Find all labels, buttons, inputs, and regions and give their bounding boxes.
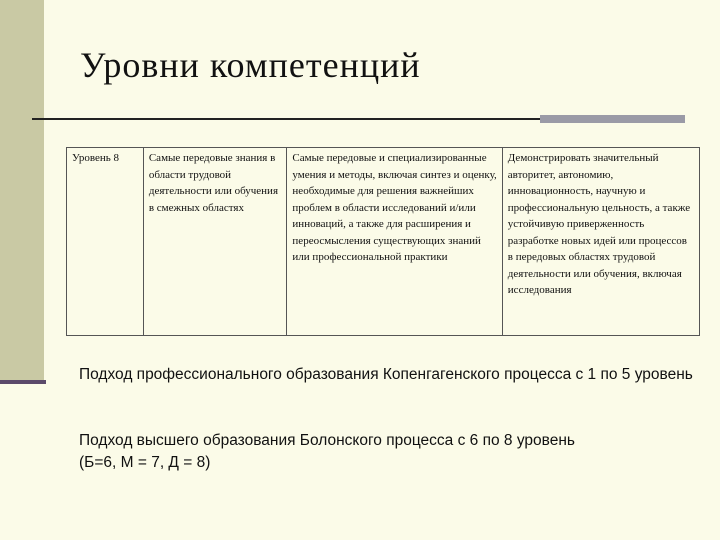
bologna-note-line1: Подход высшего образования Болонского процесса с 6 по 8 уровень bbox=[79, 432, 575, 449]
skills-cell: Самые передовые и специализированные умения и методы, включая синтез и оценку, необходимые для решения важнейших проблем в области исследований и/или инноваций, а также для расширения и переосмысления существующих знаний или профессиональной практики bbox=[287, 148, 502, 336]
title-underline bbox=[32, 118, 540, 120]
slide-title: Уровни компетенций bbox=[80, 45, 421, 85]
competence-levels-table bbox=[66, 147, 700, 336]
table-row bbox=[67, 148, 700, 336]
bologna-note-line2: (Б=6, М = 7, Д = 8) bbox=[79, 454, 211, 471]
copenhagen-note: Подход профессионального образования Копенгагенского процесса с 1 по 5 уровень bbox=[79, 366, 693, 383]
left-band-accent bbox=[0, 380, 46, 384]
competence-cell: Демонстрировать значительный авторитет, автономию, инновационность, научную и профессиональную цельность, а также устойчивую приверженность разработке новых идей или процессов в передовых областях трудовой деятельности или обучения, включая исследования bbox=[502, 148, 699, 336]
title-underline-accent bbox=[540, 115, 685, 123]
knowledge-cell: Самые передовые знания в области трудовой деятельности или обучения в смежных областях bbox=[143, 148, 287, 336]
level-cell: Уровень 8 bbox=[67, 148, 144, 336]
bologna-note bbox=[79, 430, 699, 474]
left-decorative-band bbox=[0, 0, 44, 380]
